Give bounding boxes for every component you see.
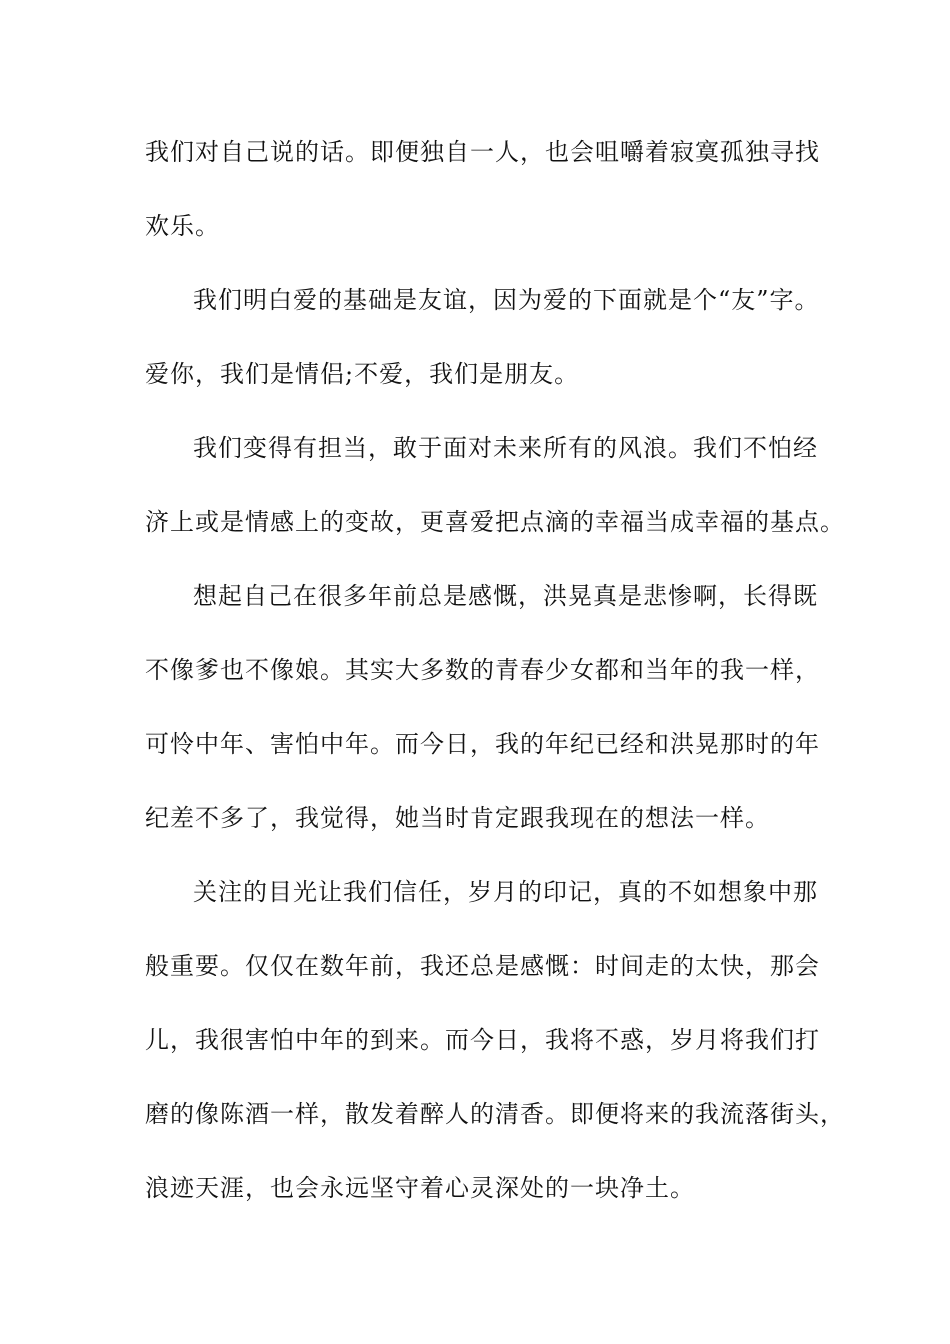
text-line: 可怜中年、害怕中年。而今日，我的年纪已经和洪晃那时的年 xyxy=(145,730,820,758)
text-line: 我们明白爱的基础是友谊，因为爱的下面就是个“友”字。 xyxy=(193,286,820,314)
text-line: 儿，我很害怕中年的到来。而今日，我将不惑，岁月将我们打 xyxy=(145,1026,820,1054)
text-line: 般重要。仅仅在数年前，我还总是感慨：时间走的太快，那会 xyxy=(145,952,820,980)
text-line: 我们对自己说的话。即便独自一人，也会咀嚼着寂寞孤独寻找 xyxy=(145,138,820,166)
text-line: 济上或是情感上的变故，更喜爱把点滴的幸福当成幸福的基点。 xyxy=(145,508,845,536)
text-line: 欢乐。 xyxy=(145,212,220,240)
text-line: 纪差不多了，我觉得，她当时肯定跟我现在的想法一样。 xyxy=(145,804,770,832)
text-line: 磨的像陈酒一样，散发着醉人的清香。即便将来的我流落街头， xyxy=(145,1100,845,1128)
text-line: 关注的目光让我们信任，岁月的印记，真的不如想象中那 xyxy=(193,878,818,906)
text-line: 不像爹也不像娘。其实大多数的青春少女都和当年的我一样， xyxy=(145,656,820,684)
text-line: 浪迹天涯，也会永远坚守着心灵深处的一块净土。 xyxy=(145,1174,695,1202)
text-line: 想起自己在很多年前总是感慨，洪晃真是悲惨啊，长得既 xyxy=(193,582,818,610)
text-line: 爱你，我们是情侣;不爱，我们是朋友。 xyxy=(145,360,580,388)
text-line: 我们变得有担当，敢于面对未来所有的风浪。我们不怕经 xyxy=(193,434,818,462)
